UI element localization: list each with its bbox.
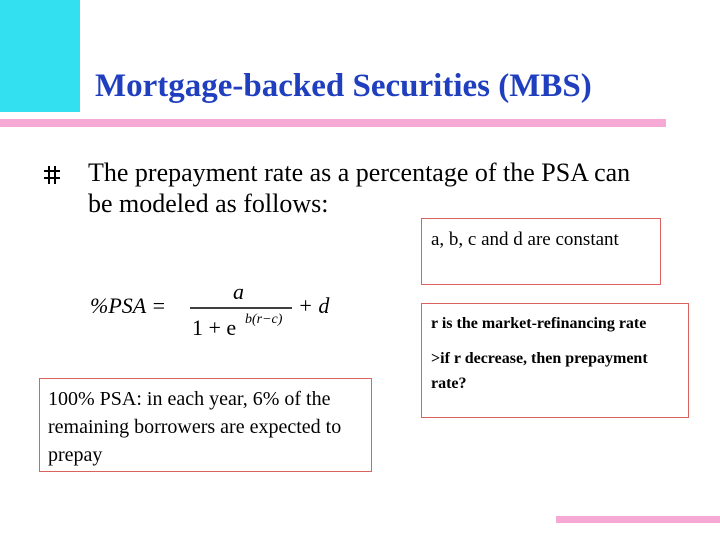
formula-lhs: %PSA = xyxy=(90,293,167,318)
psa-formula xyxy=(90,277,350,347)
footer-accent-bar xyxy=(556,516,720,523)
hash-bullet-icon xyxy=(43,165,61,185)
formula-numerator: a xyxy=(233,279,244,304)
prepayment-question-text: >if r decrease, then prepayment rate? xyxy=(431,350,648,392)
refinancing-definition-text: r is the market-refinancing rate xyxy=(431,315,647,332)
slide-title: Mortgage-backed Securities (MBS) xyxy=(95,68,592,104)
formula-denominator: 1 + e xyxy=(192,315,237,340)
psa-definition-text: 100% PSA: in each year, 6% of the remaining borrowers are expected to prepay xyxy=(48,388,342,466)
psa-definition-box xyxy=(39,378,372,472)
decorative-cyan-bar xyxy=(0,0,80,112)
constants-note-box xyxy=(421,218,661,285)
constants-note-text: a, b, c and d are constant xyxy=(431,229,619,250)
refinancing-note-box xyxy=(421,303,689,418)
bullet-text: The prepayment rate as a percentage of the PSA can be modeled as follows: xyxy=(88,158,631,218)
formula-exponent: b(r−c) xyxy=(245,312,283,327)
formula-tail: + d xyxy=(298,293,330,318)
title-underline-bar xyxy=(0,119,666,127)
